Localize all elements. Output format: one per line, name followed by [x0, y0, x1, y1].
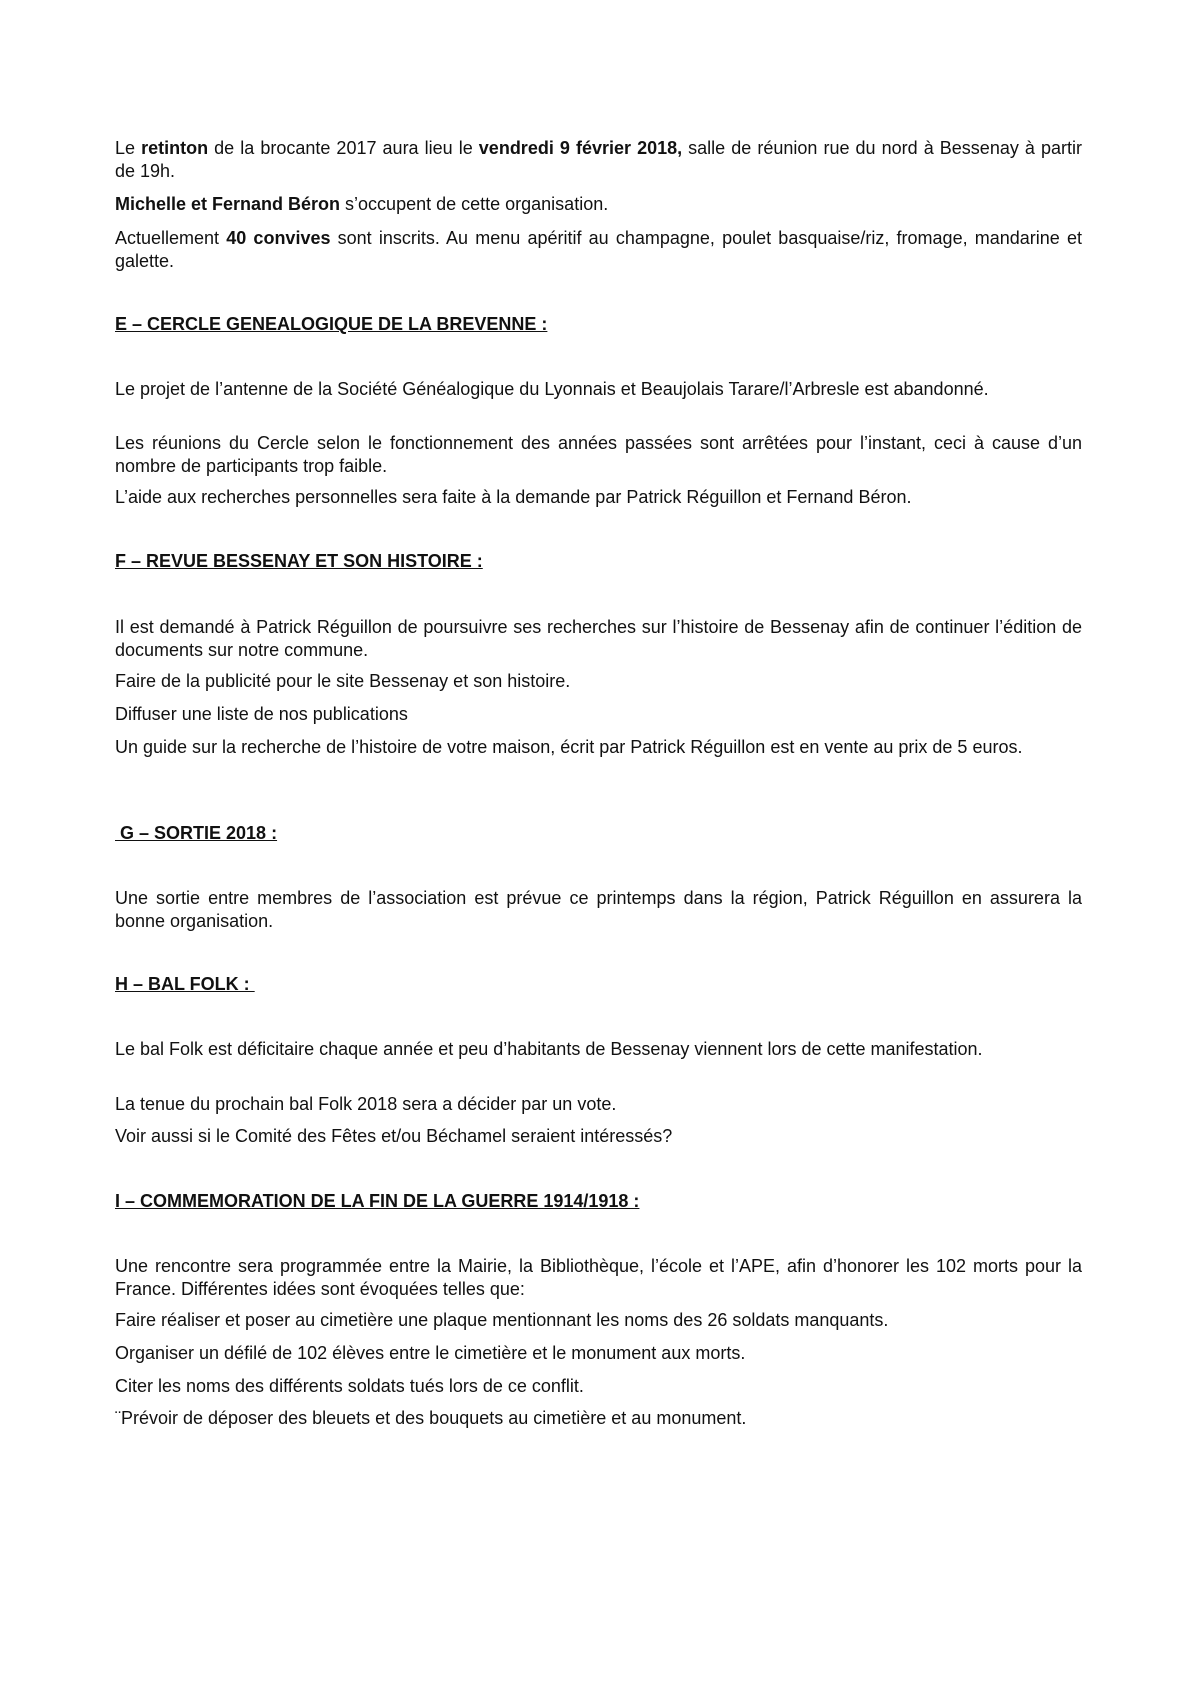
text-run: Actuellement [115, 228, 227, 248]
section-i-paragraph: Citer les noms des différents soldats tués lors de ce conflit. [115, 1376, 584, 1396]
bold-run: vendredi 9 février 2018, [478, 138, 683, 158]
section-i-paragraph: Organiser un défilé de 102 élèves entre le cimetière et le monument aux morts. [115, 1343, 746, 1363]
section-h-heading: H – BAL FOLK : [115, 974, 255, 994]
section-f-paragraph: Un guide sur la recherche de l’histoire de votre maison, écrit par Patrick Réguillon est en vente au prix de 5 euros. [115, 737, 1023, 757]
section-g-heading: G – SORTIE 2018 : [115, 823, 278, 843]
section-h-paragraph: Voir aussi si le Comité des Fêtes et/ou Béchamel seraient intéressés? [115, 1126, 673, 1146]
section-e-heading: E – CERCLE GENEALOGIQUE DE LA BREVENNE : [115, 314, 548, 334]
text-run: de la brocante 2017 aura lieu le [208, 138, 479, 158]
section-f-paragraph: Il est demandé à Patrick Réguillon de poursuivre ses recherches sur l’histoire de Bessenay afin de continuer l’édition de documents sur notre commune. [115, 617, 1082, 660]
text-run: sont inscrits. Au menu apéritif au champagne, poulet basquaise/riz, fromage, mandarine et galette. [115, 228, 1082, 271]
section-h-paragraph: Le bal Folk est déficitaire chaque année et peu d’habitants de Bessenay viennent lors de cette manifestation. [115, 1039, 983, 1059]
section-f-paragraph: Diffuser une liste de nos publications [115, 704, 408, 724]
section-h-paragraph: La tenue du prochain bal Folk 2018 sera a décider par un vote. [115, 1094, 617, 1114]
section-i-paragraph: Faire réaliser et poser au cimetière une plaque mentionnant les noms des 26 soldats manquants. [115, 1310, 889, 1330]
section-i-paragraph: Une rencontre sera programmée entre la Mairie, la Bibliothèque, l’école et l’APE, afin d’honorer les 102 morts pour la France. Différentes idées sont évoquées telles que: [115, 1256, 1082, 1299]
section-f-heading: F – REVUE BESSENAY ET SON HISTOIRE : [115, 551, 483, 571]
section-e-paragraph: L’aide aux recherches personnelles sera faite à la demande par Patrick Réguillon et Fernand Béron. [115, 487, 912, 507]
section-i-heading: I – COMMEMORATION DE LA FIN DE LA GUERRE 1914/1918 : [115, 1191, 640, 1211]
intro-paragraph-2 [115, 193, 1082, 216]
text-run: Le [115, 138, 142, 158]
bold-run: Michelle et Fernand Béron [115, 194, 341, 214]
text-run: s’occupent de cette organisation. [340, 194, 609, 214]
text-run: salle de réunion rue du nord à Bessenay à partir de 19h. [115, 138, 1082, 181]
bold-run: retinton [141, 138, 209, 158]
intro-paragraph-1 [115, 137, 1082, 183]
section-i-paragraph: ¨Prévoir de déposer des bleuets et des bouquets au cimetière et au monument. [115, 1408, 747, 1428]
bold-run: 40 convives [226, 228, 331, 248]
section-f-paragraph: Faire de la publicité pour le site Bessenay et son histoire. [115, 671, 571, 691]
intro-paragraph-3 [115, 227, 1082, 273]
section-g-paragraph: Une sortie entre membres de l’association est prévue ce printemps dans la région, Patrick Réguillon en assurera la bonne organisation. [115, 888, 1082, 931]
section-e-paragraph: Les réunions du Cercle selon le fonctionnement des années passées sont arrêtées pour l’instant, ceci à cause d’un nombre de participants trop faible. [115, 433, 1082, 476]
section-e-paragraph: Le projet de l’antenne de la Société Généalogique du Lyonnais et Beaujolais Tarare/l’Arbresle est abandonné. [115, 379, 989, 399]
